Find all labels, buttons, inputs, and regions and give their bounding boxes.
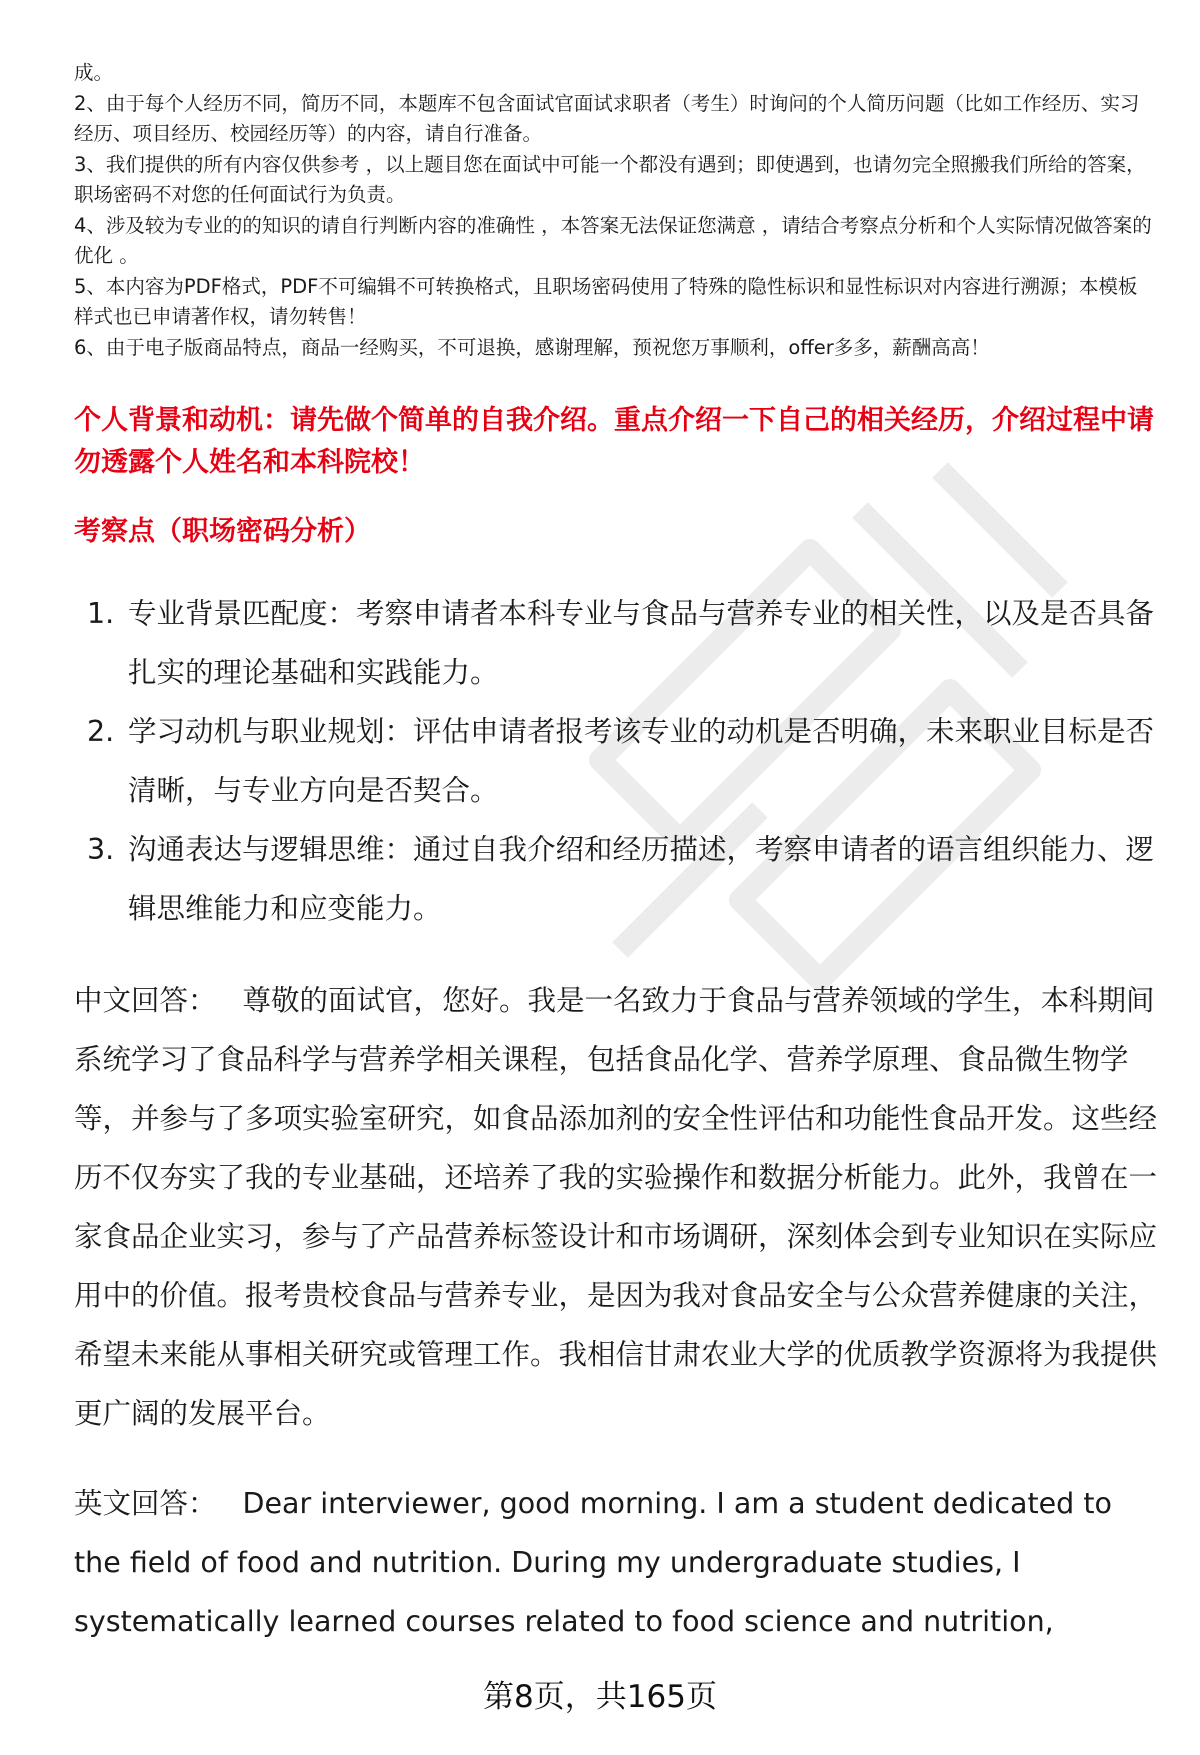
exam-point-item [74,820,1154,938]
english-answer-text: Dear interviewer, good morning. I am a student dedicated to the field of food and nutrition. During my undergraduate studies, I systematically learned courses related to food science and nutrition, [74,1487,1112,1638]
exam-point-item [74,702,1154,820]
exam-point-number: 3. [87,833,115,866]
note-line: 成。 [74,61,114,84]
note-line: 6、由于电子版商品特点，商品一经购买，不可退换，感谢理解，预祝您万事顺利，offer多多，薪酬高高！ [74,335,990,359]
disclaimer-notes [74,58,1154,363]
note-line: 4、涉及较为专业的的知识的请自行判断内容的准确性 ，本答案无法保证您满意 ，请结合考察点分析和个人实际情况做答案的优化 。 [74,213,1152,267]
note-line: 3、我们提供的所有内容仅供参考 ，以上题目您在面试中可能一个都没有遇到；即使遇到，也请勿完全照搬我们所给的答案，职场密码不对您的任何面试行为负责。 [74,152,1146,206]
exam-points-heading: 考察点（职场密码分析） [74,516,371,547]
exam-point-text: 沟通表达与逻辑思维：通过自我介绍和经历描述，考察申请者的语言组织能力、逻辑思维能力和应变能力。 [128,833,1155,925]
english-answer-label: 英文回答： [74,1487,217,1520]
chinese-answer-text: 尊敬的面试官，您好。我是一名致力于食品与营养领域的学生，本科期间系统学习了食品科学与营养学相关课程，包括食品化学、营养学原理、食品微生物学等，并参与了多项实验室研究，如食品添加剂的安全性评估和功能性食品开发。这些经历不仅夯实了我的专业基础，还培养了我的实验操作和数据分析能力。此外，我曾在一家食品企业实习，参与了产品营养标签设计和市场调研，深刻体会到专业知识在实际应用中的价值。报考贵校食品与营养专业，是因为我对食品安全与公众营养健康的关注，希望未来能从事相关研究或管理工作。我相信甘肃农业大学的优质教学资源将为我提供更广阔的发展平台。 [74,984,1158,1430]
note-line: 5、本内容为PDF格式，PDF不可编辑不可转换格式，且职场密码使用了特殊的隐性标识和显性标识对内容进行溯源；本模板样式也已申请著作权，请勿转售！ [74,274,1138,328]
exam-points-list [74,584,1154,938]
page-number-footer: 第8页，共165页 [483,1679,717,1715]
chinese-answer-label: 中文回答： [74,984,217,1017]
exam-point-text: 学习动机与职业规划：评估申请者报考该专业的动机是否明确，未来职业目标是否清晰，与专业方向是否契合。 [128,715,1155,807]
exam-point-text: 专业背景匹配度：考察申请者本科专业与食品与营养专业的相关性，以及是否具备扎实的理论基础和实践能力。 [128,597,1155,689]
chinese-answer [74,971,1164,1443]
exam-point-number: 2. [87,715,115,748]
note-line: 2、由于每个人经历不同，简历不同，本题库不包含面试官面试求职者（考生）时询问的个人简历问题（比如工作经历、实习经历、项目经历、校园经历等）的内容，请自行准备。 [74,91,1140,145]
interview-question: 个人背景和动机：请先做个简单的自我介绍。重点介绍一下自己的相关经历，介绍过程中请勿透露个人姓名和本科院校！ [74,405,1154,478]
exam-point-number: 1. [87,597,115,630]
english-answer [74,1474,1164,1651]
exam-point-item [74,584,1154,702]
